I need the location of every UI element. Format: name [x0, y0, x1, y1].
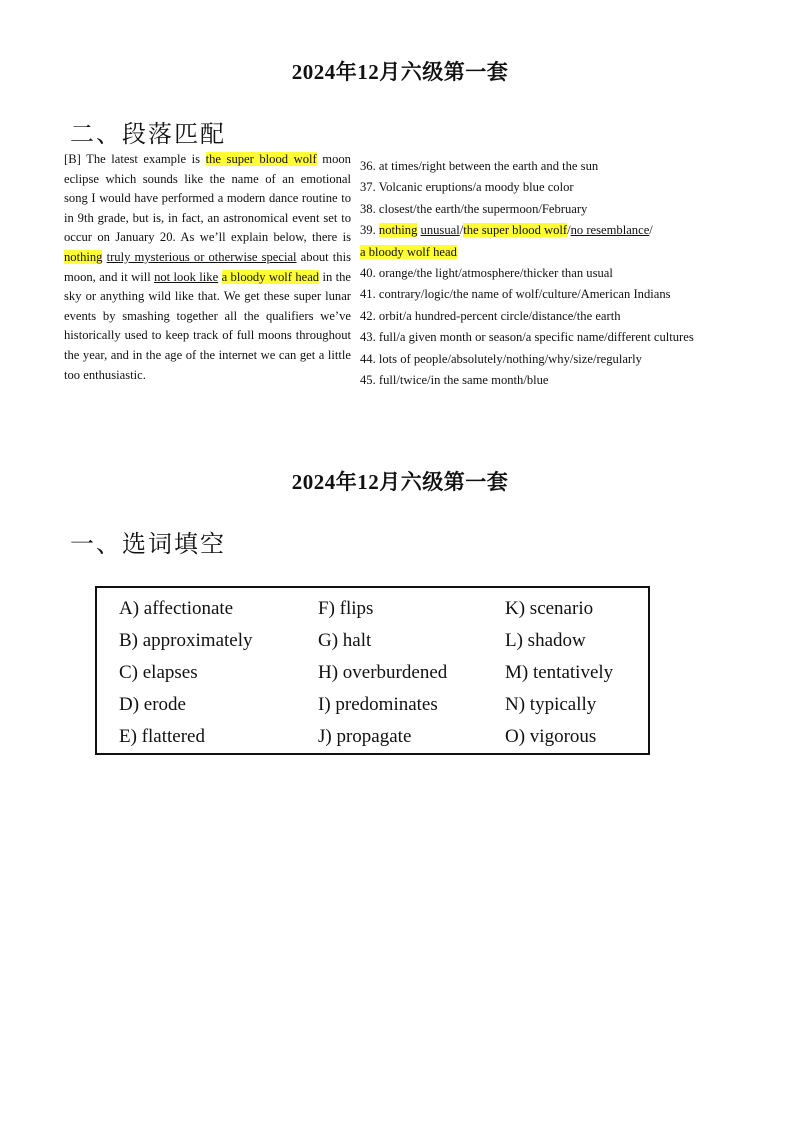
- clue-item-39-continued: [360, 242, 780, 263]
- word-bank-box: [95, 586, 650, 755]
- section-heading-word-bank: 一、选词填空: [70, 530, 226, 558]
- clue-highlight: the super blood wolf: [463, 223, 568, 238]
- word-option: A) affectionate: [119, 598, 234, 619]
- passage-text: about this moon, and it will: [64, 249, 351, 284]
- passage-text: [B] The latest example is: [64, 152, 206, 166]
- passage-paragraph: [64, 150, 351, 385]
- section-heading-paragraph-matching: 二、段落匹配: [70, 120, 226, 148]
- clue-item: 42. orbit/a hundred-percent circle/distance/the earth: [360, 308, 621, 323]
- clue-list: [360, 156, 780, 391]
- clue-item: 43. full/a given month or season/a specific name/different cultures: [360, 330, 694, 345]
- passage-highlight: the super blood wolf: [205, 152, 317, 166]
- word-option: B) approximately: [119, 630, 253, 651]
- word-option: I) predominates: [318, 694, 438, 715]
- clue-highlight: a bloody wolf head: [360, 244, 457, 259]
- clue-item-39: [360, 220, 780, 241]
- clue-item: 36. at times/right between the earth and the sun: [360, 159, 599, 173]
- clue-item: 44. lots of people/absolutely/nothing/why/size/regularly: [360, 351, 642, 366]
- word-option: K) scenario: [505, 598, 594, 619]
- word-option: D) erode: [119, 694, 186, 715]
- clue-highlight: nothing: [378, 223, 418, 238]
- word-option: O) vigorous: [505, 726, 597, 747]
- word-option: H) overburdened: [318, 662, 448, 683]
- passage-underline: truly mysterious or otherwise special: [106, 249, 297, 264]
- clue-underline: no resemblance: [570, 223, 650, 238]
- clue-item: 41. contrary/logic/the name of wolf/culture/American Indians: [360, 287, 671, 302]
- clue-item: 37. Volcanic eruptions/a moody blue color: [360, 180, 574, 195]
- word-option: J) propagate: [318, 726, 412, 747]
- clue-item: 38. closest/the earth/the supermoon/February: [360, 201, 588, 216]
- word-option: L) shadow: [505, 630, 586, 651]
- clue-item: 45. full/twice/in the same month/blue: [360, 373, 549, 388]
- word-option: M) tentatively: [505, 662, 614, 683]
- clue-text: 39.: [360, 223, 379, 238]
- clue-underline: unusual: [420, 223, 460, 238]
- page-title: 2024年12月六级第一套: [291, 60, 509, 84]
- passage-text: in the sky or anything wild like that. We get these super lunar events by smashing together all the qualifiers we’ve historically used to keep track of full moons throughout the year, and in the age of the internet we can get a little too enthusiastic.: [64, 269, 352, 382]
- passage-text: moon eclipse which sounds like the name of an emotional song I would have performed a modern dance routine to in 9th grade, but is, in fact, an astronomical event set to occur on January 20. As we’ll explain below, there is: [64, 152, 351, 245]
- clue-text: /: [649, 223, 653, 238]
- clue-text: /: [567, 223, 571, 238]
- clue-item: 40. orange/the light/atmosphere/thicker than usual: [360, 266, 613, 281]
- word-option: F) flips: [318, 598, 374, 619]
- word-option: G) halt: [318, 630, 372, 651]
- passage-underline: not look like: [154, 269, 219, 284]
- word-option: C) elapses: [119, 662, 198, 683]
- page-title: 2024年12月六级第一套: [291, 470, 509, 494]
- clue-text: /: [459, 223, 464, 238]
- word-option: N) typically: [505, 694, 597, 715]
- passage-highlight: a bloody wolf head: [221, 269, 320, 284]
- passage-highlight: nothing: [64, 249, 103, 264]
- word-option: E) flattered: [119, 726, 205, 747]
